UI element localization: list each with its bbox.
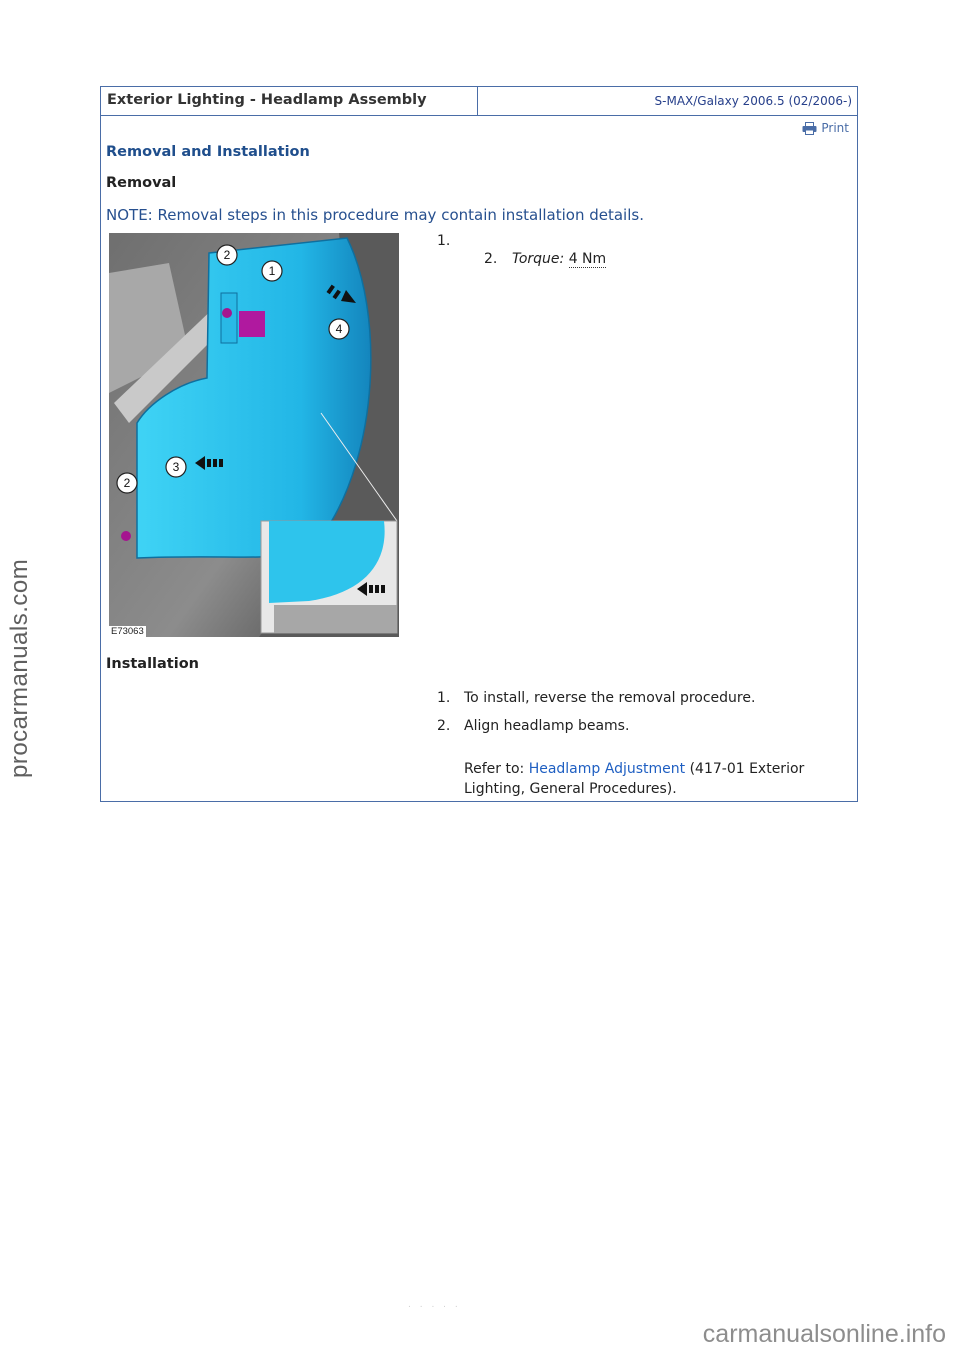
refer-to bbox=[464, 759, 854, 799]
callout-text: 2 bbox=[223, 248, 231, 262]
header-bar bbox=[101, 87, 857, 116]
removal-heading: Removal bbox=[106, 175, 177, 191]
callout-text: 4 bbox=[335, 322, 343, 336]
refer-suffix-2: Lighting, General Procedures). bbox=[464, 781, 677, 797]
install-step-2-text: Align headlamp beams. bbox=[464, 718, 630, 734]
install-step-2-number: 2. bbox=[437, 718, 451, 734]
callout-text: 1 bbox=[268, 264, 276, 278]
procedure-sheet bbox=[100, 86, 858, 802]
print-button[interactable] bbox=[802, 121, 849, 135]
figure-code: E73063 bbox=[111, 626, 144, 637]
torque-label: Torque: bbox=[512, 251, 565, 267]
headlamp-adjustment-link[interactable]: Headlamp Adjustment bbox=[528, 761, 686, 777]
removal-step-1-number: 1. bbox=[437, 233, 451, 249]
headlamp-illustration bbox=[109, 233, 399, 637]
refer-suffix-1: (417-01 Exterior bbox=[689, 761, 805, 777]
page-mark: . . . . . bbox=[408, 1300, 461, 1310]
torque-spec bbox=[512, 251, 606, 267]
section-title: Removal and Installation bbox=[106, 144, 310, 160]
printer-icon bbox=[802, 122, 817, 135]
removal-step-2-number: 2. bbox=[484, 251, 498, 267]
bottom-watermark: carmanualsonline.info bbox=[702, 1320, 946, 1348]
callout-text: 2 bbox=[123, 476, 131, 490]
print-label: Print bbox=[821, 121, 849, 135]
removal-note: NOTE: Removal steps in this procedure may contain installation details. bbox=[106, 206, 644, 224]
side-watermark: procarmanuals.com bbox=[6, 558, 33, 778]
install-step-1-number: 1. bbox=[437, 690, 451, 706]
headlamp-figure bbox=[109, 233, 399, 637]
installation-heading: Installation bbox=[106, 656, 199, 672]
torque-value[interactable]: 4 Nm bbox=[568, 251, 607, 267]
install-step-1-text: To install, reverse the removal procedure. bbox=[464, 690, 756, 706]
callout-text: 3 bbox=[172, 460, 180, 474]
refer-prefix: Refer to: bbox=[464, 761, 525, 777]
model-label: S-MAX/Galaxy 2006.5 (02/2006-) bbox=[654, 94, 852, 108]
page-title: Exterior Lighting - Headlamp Assembly bbox=[101, 87, 478, 115]
